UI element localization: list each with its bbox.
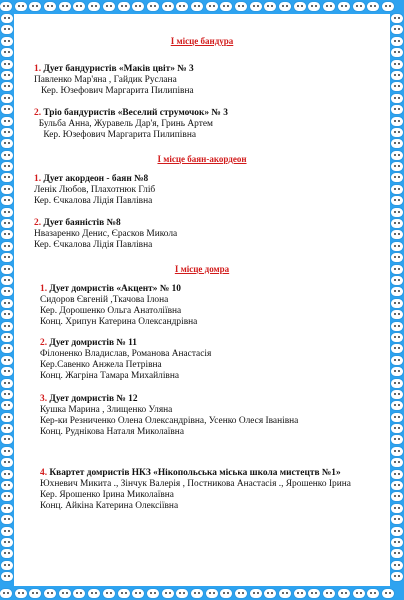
cloud-icon — [1, 424, 13, 433]
entry-number: 1. — [34, 174, 42, 184]
cloud-icon — [1, 367, 13, 376]
cloud-icon — [391, 265, 403, 274]
cloud-icon — [391, 71, 403, 80]
cloud-icon — [391, 25, 403, 34]
cloud-icon — [391, 356, 403, 365]
cloud-icon — [1, 287, 13, 296]
cloud-icon — [391, 515, 403, 524]
cloud-icon — [391, 287, 403, 296]
cloud-icon — [59, 2, 71, 11]
cloud-icon — [1, 310, 13, 319]
cloud-icon — [391, 219, 403, 228]
cloud-icon — [391, 481, 403, 490]
cloud-icon — [1, 117, 13, 126]
entry-line: Павленко Мар'яна , Гайдик Руслана — [34, 75, 177, 85]
cloud-icon — [1, 299, 13, 308]
entry-line: Ленік Любов, Плахотнюк Гліб — [34, 185, 156, 195]
cloud-icon — [391, 128, 403, 137]
cloud-icon — [73, 589, 85, 598]
entry-line: Кер-ки Резниченко Олена Олександрівна, Усенко Олеся Іванівна — [40, 416, 299, 426]
cloud-icon — [1, 37, 13, 46]
cloud-icon — [1, 333, 13, 342]
cloud-icon — [323, 2, 335, 11]
entry-title: Квартет домристів НКЗ «Нікопольська міська школа мистецтв №1» — [49, 468, 341, 478]
cloud-icon — [1, 14, 13, 23]
entry-title: Дует бандуристів «Маків цвіт» № 3 — [43, 64, 194, 74]
cloud-icon — [367, 589, 379, 598]
cloud-icon — [0, 589, 12, 598]
cloud-icon — [308, 2, 320, 11]
cloud-icon — [391, 185, 403, 194]
cloud-icon — [235, 2, 247, 11]
entry-domra-3 — [40, 394, 298, 438]
entry-line: Конц. Жагріна Тамара Михайлівна — [40, 371, 180, 381]
cloud-icon — [44, 589, 56, 598]
cloud-icon — [118, 589, 130, 598]
entry-line: Кер. Єчкалова Лідія Павлівна — [34, 240, 153, 250]
entry-number: 2. — [34, 108, 42, 118]
cloud-icon — [176, 589, 188, 598]
cloud-icon — [264, 2, 276, 11]
cloud-icon — [391, 447, 403, 456]
cloud-icon — [1, 390, 13, 399]
cloud-icon — [353, 589, 365, 598]
document-page — [14, 14, 390, 586]
cloud-icon — [1, 185, 13, 194]
entry-line: Кушка Марина , Злищенко Уляна — [40, 405, 173, 415]
cloud-icon — [1, 48, 13, 57]
cloud-icon — [391, 333, 403, 342]
cloud-icon — [391, 538, 403, 547]
cloud-icon — [294, 589, 306, 598]
entry-title: Дует домристів № 12 — [49, 394, 138, 404]
entry-bandura-1 — [34, 64, 194, 97]
cloud-icon — [279, 2, 291, 11]
entry-title: Дует домристів № 11 — [49, 338, 137, 348]
cloud-icon — [206, 2, 218, 11]
cloud-icon — [1, 151, 13, 160]
cloud-icon — [1, 356, 13, 365]
cloud-icon — [15, 589, 27, 598]
cloud-icon — [44, 2, 56, 11]
cloud-border-left — [1, 14, 13, 584]
entry-bandura-2 — [34, 108, 228, 141]
cloud-icon — [367, 2, 379, 11]
cloud-icon — [1, 470, 13, 479]
cloud-icon — [1, 276, 13, 285]
entry-line: Кер.Савенко Анжела Петрівна — [40, 360, 162, 370]
cloud-icon — [391, 151, 403, 160]
cloud-icon — [1, 504, 13, 513]
cloud-border-right — [391, 14, 403, 584]
cloud-icon — [1, 25, 13, 34]
cloud-icon — [59, 589, 71, 598]
cloud-icon — [391, 458, 403, 467]
cloud-icon — [279, 589, 291, 598]
entry-line: Кер. Юзефович Маргарита Пилипівна — [34, 130, 197, 140]
cloud-icon — [1, 162, 13, 171]
cloud-icon — [1, 413, 13, 422]
cloud-icon — [391, 208, 403, 217]
cloud-icon — [206, 589, 218, 598]
cloud-icon — [391, 561, 403, 570]
cloud-icon — [1, 492, 13, 501]
entry-line: Конц. Хрипун Катерина Олександрівна — [40, 317, 198, 327]
entry-title: Дует домристів «Акцент» № 10 — [49, 284, 181, 294]
cloud-icon — [1, 401, 13, 410]
cloud-icon — [1, 458, 13, 467]
cloud-icon — [118, 2, 130, 11]
entry-line: Кер. Дорошенко Ольга Анатоліївна — [40, 306, 182, 316]
entry-line: Кер. Юзефович Маргарита Пилипівна — [34, 86, 194, 96]
cloud-icon — [15, 2, 27, 11]
entry-line: Нвазаренко Денис, Єрасков Микола — [34, 229, 178, 239]
cloud-icon — [147, 589, 159, 598]
entry-number: 1. — [40, 284, 48, 294]
cloud-icon — [73, 2, 85, 11]
entry-bayan-1 — [34, 174, 155, 207]
entry-line: Кер. Єчкалова Лідія Павлівна — [34, 196, 153, 206]
cloud-icon — [176, 2, 188, 11]
cloud-icon — [1, 253, 13, 262]
entry-line: Філоненко Владислав, Романова Анастасія — [40, 349, 212, 359]
cloud-icon — [1, 173, 13, 182]
cloud-icon — [391, 549, 403, 558]
entry-title: Тріо бандуристів «Веселий струмочок» № 3 — [43, 108, 228, 118]
cloud-icon — [147, 2, 159, 11]
cloud-border-bottom — [0, 589, 397, 598]
cloud-icon — [391, 162, 403, 171]
cloud-icon — [1, 481, 13, 490]
cloud-icon — [162, 589, 174, 598]
cloud-icon — [391, 435, 403, 444]
cloud-icon — [132, 589, 144, 598]
cloud-icon — [391, 14, 403, 23]
cloud-icon — [391, 527, 403, 536]
cloud-icon — [391, 173, 403, 182]
cloud-icon — [1, 242, 13, 251]
section-heading-domra: І місце домра — [174, 264, 230, 274]
cloud-icon — [391, 390, 403, 399]
cloud-icon — [220, 2, 232, 11]
cloud-icon — [235, 589, 247, 598]
cloud-icon — [1, 208, 13, 217]
cloud-icon — [1, 322, 13, 331]
cloud-icon — [353, 2, 365, 11]
entry-number: 1. — [34, 64, 42, 74]
cloud-icon — [391, 276, 403, 285]
cloud-icon — [391, 82, 403, 91]
cloud-icon — [1, 105, 13, 114]
cloud-icon — [391, 196, 403, 205]
cloud-icon — [391, 424, 403, 433]
cloud-icon — [294, 2, 306, 11]
cloud-icon — [391, 310, 403, 319]
cloud-icon — [1, 549, 13, 558]
entry-line: Кер. Ярошенко Ірина Миколаївна — [40, 490, 174, 500]
cloud-icon — [1, 447, 13, 456]
cloud-icon — [391, 322, 403, 331]
cloud-icon — [1, 379, 13, 388]
cloud-icon — [1, 71, 13, 80]
cloud-icon — [250, 2, 262, 11]
cloud-icon — [191, 2, 203, 11]
cloud-icon — [391, 413, 403, 422]
entry-domra-4 — [40, 468, 351, 512]
entry-line: Бульба Анна, Журавель Дар'я, Гринь Артем — [34, 119, 213, 129]
cloud-icon — [29, 2, 41, 11]
cloud-icon — [1, 561, 13, 570]
cloud-icon — [1, 572, 13, 581]
cloud-icon — [391, 48, 403, 57]
entry-line: Сидоров Євгеній ,Ткачова Ілона — [40, 295, 169, 305]
entry-number: 2. — [40, 338, 48, 348]
cloud-icon — [391, 470, 403, 479]
entry-bayan-2 — [34, 218, 177, 251]
cloud-icon — [391, 139, 403, 148]
cloud-icon — [382, 589, 394, 598]
cloud-icon — [391, 253, 403, 262]
cloud-icon — [1, 139, 13, 148]
cloud-icon — [250, 589, 262, 598]
cloud-icon — [323, 589, 335, 598]
cloud-icon — [220, 589, 232, 598]
cloud-icon — [382, 2, 394, 11]
entry-domra-2 — [40, 338, 211, 382]
cloud-icon — [1, 538, 13, 547]
cloud-icon — [1, 527, 13, 536]
entry-title: Дует баяністів №8 — [43, 218, 121, 228]
cloud-icon — [391, 94, 403, 103]
cloud-icon — [338, 589, 350, 598]
cloud-icon — [391, 492, 403, 501]
cloud-icon — [391, 117, 403, 126]
cloud-icon — [391, 242, 403, 251]
cloud-icon — [391, 379, 403, 388]
cloud-icon — [391, 367, 403, 376]
cloud-icon — [29, 589, 41, 598]
cloud-icon — [1, 128, 13, 137]
cloud-icon — [1, 344, 13, 353]
cloud-icon — [264, 589, 276, 598]
cloud-icon — [103, 589, 115, 598]
cloud-icon — [391, 105, 403, 114]
entry-domra-1 — [40, 284, 197, 328]
cloud-icon — [1, 196, 13, 205]
cloud-icon — [308, 589, 320, 598]
entry-number: 2. — [34, 218, 42, 228]
cloud-icon — [338, 2, 350, 11]
cloud-icon — [1, 230, 13, 239]
cloud-icon — [88, 2, 100, 11]
cloud-icon — [1, 265, 13, 274]
cloud-border-top — [0, 2, 397, 11]
cloud-icon — [391, 401, 403, 410]
cloud-icon — [1, 435, 13, 444]
entry-line: Юхневич Микита ., Зінчук Валерія , Постникова Анастасія ., Ярошенко Ірина — [40, 479, 351, 489]
cloud-icon — [391, 344, 403, 353]
cloud-icon — [1, 219, 13, 228]
cloud-icon — [1, 515, 13, 524]
cloud-icon — [391, 37, 403, 46]
cloud-icon — [132, 2, 144, 11]
cloud-icon — [391, 230, 403, 239]
entry-number: 3. — [40, 394, 48, 404]
cloud-icon — [88, 589, 100, 598]
cloud-icon — [0, 2, 12, 11]
cloud-icon — [1, 60, 13, 69]
cloud-icon — [391, 299, 403, 308]
cloud-icon — [162, 2, 174, 11]
entry-title: Дует акордеон - баян №8 — [43, 174, 149, 184]
section-heading-bandura: І місце бандура — [170, 36, 234, 46]
section-heading-bayan: І місце баян-акордеон — [157, 154, 247, 164]
cloud-icon — [191, 589, 203, 598]
cloud-icon — [103, 2, 115, 11]
cloud-icon — [1, 82, 13, 91]
entry-number: 4. — [40, 468, 48, 478]
entry-line: Конц. Айкіна Катерина Олексіївна — [40, 501, 179, 511]
cloud-icon — [391, 572, 403, 581]
cloud-icon — [1, 94, 13, 103]
cloud-icon — [391, 504, 403, 513]
cloud-icon — [391, 60, 403, 69]
entry-line: Конц. Руднікова Наталя Миколаївна — [40, 427, 184, 437]
